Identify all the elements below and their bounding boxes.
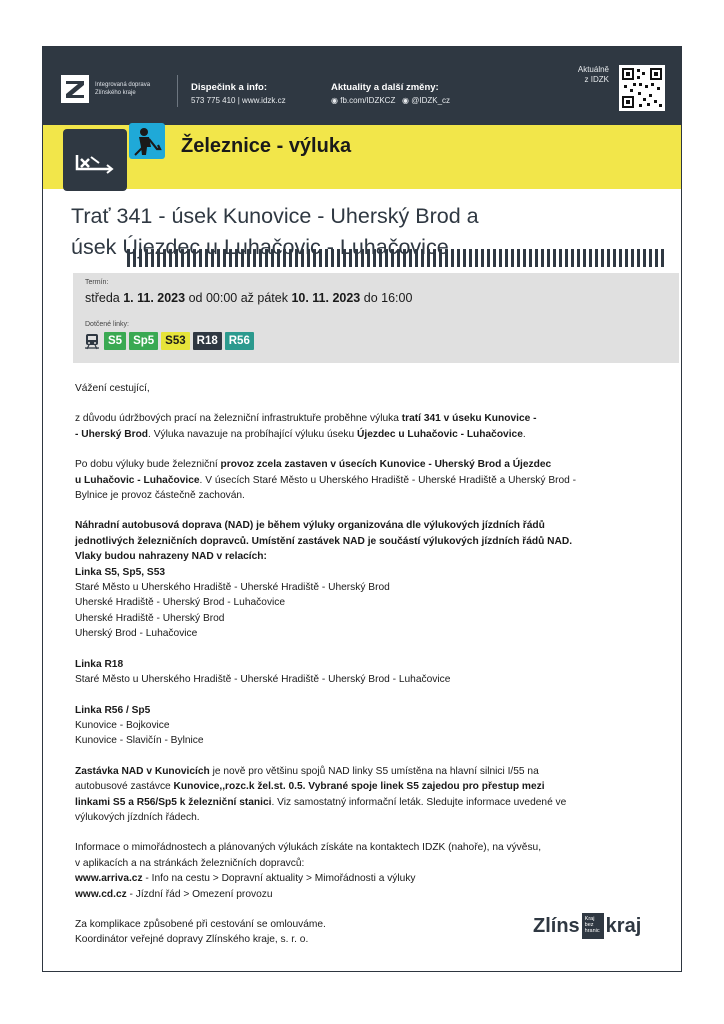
dispatch-web-link[interactable]: www.idzk.cz — [242, 96, 286, 105]
page-title-line-1: Trať 341 - úsek Kunovice - Uherský Brod a — [71, 204, 479, 228]
instagram-icon: ◉ — [402, 96, 409, 105]
notice-body — [75, 381, 665, 948]
p2-text-d: . V úsecích Staré Město u Uherského Hradiště - Uherské Hradiště a Uherský Brod - — [199, 474, 577, 486]
facebook-link[interactable]: fb.com/IDZKCZ — [340, 96, 396, 105]
paragraph-3 — [75, 518, 665, 641]
p5-line-1: Informace o mimořádnostech a plánovaných výlukách získáte na kontaktech IDZK (nahoře), na vývěsu, — [75, 842, 542, 854]
construction-worker-icon — [129, 123, 165, 159]
term-to-time: do 16:00 — [360, 291, 413, 305]
qr-code[interactable] — [619, 65, 665, 111]
dispatch-contact — [191, 81, 286, 107]
p5-line-2: v aplikacích a na stránkách železničních dopravců: — [75, 857, 305, 869]
p1-bold-c: - Uherský Brod — [75, 428, 149, 440]
updates-label-line-2: z IDZK — [584, 75, 609, 84]
zlin-logo-right: kraj — [605, 914, 642, 937]
dispatch-phone[interactable]: 573 775 410 — [191, 96, 236, 105]
line-badge-r56: R56 — [225, 332, 254, 350]
zlin-logo-box — [582, 913, 604, 939]
paragraph-2 — [75, 457, 665, 503]
logo-caption-line-1: Integrovaná doprava — [95, 82, 151, 88]
header-bar — [43, 47, 681, 125]
term-from-time: od 00:00 až pátek — [185, 291, 292, 305]
logo-caption — [95, 81, 175, 97]
p2-text-e: Bylnice je provoz částečně zachován. — [75, 490, 245, 502]
paragraph-r56 — [75, 703, 665, 749]
paragraph-r18 — [75, 657, 665, 688]
p4-text-c: autobusové zastávce — [75, 781, 174, 793]
term-value — [85, 291, 412, 305]
zlin-logo-left: Zlíns — [533, 914, 580, 937]
line-s5-route-3: Uherské Hradiště - Uherský Brod — [75, 612, 225, 624]
updates-label-line-1: Aktuálně — [577, 65, 609, 74]
term-from-date: 1. 11. 2023 — [123, 291, 186, 305]
header-divider — [177, 75, 178, 107]
p4-bold-a: Zastávka NAD v Kunovicích — [75, 765, 210, 777]
p4-text-g: výlukových jízdních řádech. — [75, 811, 200, 823]
idzk-logo — [61, 75, 89, 103]
term-box — [73, 273, 679, 363]
line-badge-s53: S53 — [161, 332, 189, 350]
closing-line-2: Koordinátor veřejné dopravy Zlínského kraje, s. r. o. — [75, 934, 309, 946]
zlin-region-logo — [533, 913, 641, 939]
line-badge-r18: R18 — [193, 332, 222, 350]
term-from-day: středa — [85, 291, 124, 305]
p1-bold-b: tratí 341 v úseku Kunovice - — [401, 413, 537, 425]
news-contact — [331, 81, 450, 107]
p4-bold-d: Kunovice,,rozc.k žel.st. 0.5. Vybrané spoje linek S5 zajedou pro přestup mezi — [173, 781, 545, 793]
zlin-logo-box-line-1: Kraj bez — [584, 916, 595, 928]
p1-text-d: . Výluka navazuje na probíhající výluku úseku — [148, 428, 357, 440]
paragraph-1 — [75, 411, 665, 442]
lines-label: Dotčené linky: — [85, 321, 129, 328]
closing-line-1: Za komplikace způsobené při cestování se omlouváme. — [75, 918, 326, 930]
p2-bold-b: provoz zcela zastaven v úsecích Kunovice - Uherský Brod a Újezdec — [220, 459, 552, 471]
affected-lines — [83, 331, 254, 351]
line-badge-sp5: Sp5 — [129, 332, 158, 350]
line-r18-route-1: Staré Město u Uherského Hradiště - Uherské Hradiště - Uherský Brod - Luhačovice — [75, 674, 451, 686]
greeting: Vážení cestující, — [75, 383, 150, 394]
arriva-path: - Info na cestu > Dopravní aktuality > Mimořádnosti a výluky — [142, 873, 416, 885]
line-r56-title: Linka R56 / Sp5 — [75, 704, 151, 716]
p3-line-3: Vlaky budou nahrazeny NAD v relacích: — [75, 551, 267, 563]
line-s5-title: Linka S5, Sp5, S53 — [75, 566, 166, 578]
p1-bold-e: Újezdec u Luhačovic - Luhačovice — [357, 428, 523, 440]
page-title-line-2: úsek Újezdec u Luhačovic - Luhačovice — [71, 235, 449, 259]
dispatch-separator: | — [237, 96, 240, 105]
logo-caption-line-2: Zlínského kraje — [95, 90, 136, 96]
p4-text-b: je nově pro většinu spojů NAD linky S5 umístěna na hlavní silnici I/55 na — [209, 765, 539, 777]
instagram-link[interactable]: @IDZK_cz — [411, 96, 451, 105]
line-r18-title: Linka R18 — [75, 658, 124, 670]
news-title: Aktuality a další změny: — [331, 82, 439, 93]
line-s5-route-1: Staré Město u Uherského Hradiště - Uherské Hradiště - Uherský Brod — [75, 582, 390, 594]
line-s5-route-2: Uherské Hradiště - Uherský Brod - Luhačovice — [75, 597, 286, 609]
page-title — [71, 201, 661, 263]
term-to-date: 10. 11. 2023 — [291, 291, 361, 305]
arriva-link[interactable]: www.arriva.cz — [75, 873, 143, 885]
p4-bold-e: linkami S5 a R56/Sp5 k železniční stanici — [75, 796, 272, 808]
dispatch-title: Dispečink a info: — [191, 82, 268, 93]
p3-line-2: jednotlivých železničních dopravců. Umístění zastávek NAD je součástí výlukových jízdních řádů NAD. — [75, 535, 573, 547]
p4-text-f: . Viz samostatný informační leták. Sledujte informace uvedené ve — [271, 796, 567, 808]
banner-title: Železnice - výluka — [181, 135, 352, 157]
p1-text-f: . — [522, 428, 526, 440]
line-badge-s5: S5 — [104, 332, 126, 350]
cd-path: - Jízdní řád > Omezení provozu — [126, 888, 273, 900]
paragraph-5 — [75, 840, 665, 902]
p3-line-1: Náhradní autobusová doprava (NAD) je během výluky organizována dle výlukových jízdních řádů — [75, 520, 545, 532]
line-s5-route-4: Uherský Brod - Luhačovice — [75, 628, 198, 640]
paragraph-4 — [75, 764, 665, 826]
p1-text-a: z důvodu údržbových prací na železniční infrastruktuře proběhne výluka — [75, 413, 402, 425]
line-r56-route-2: Kunovice - Slavičín - Bylnice — [75, 735, 204, 747]
cd-link[interactable]: www.cd.cz — [75, 888, 127, 900]
p2-bold-c: u Luhačovic - Luhačovice — [75, 474, 200, 486]
zlin-logo-box-line-2: hranic — [584, 928, 600, 934]
p2-text-a: Po dobu výluky bude železniční — [75, 459, 221, 471]
facebook-icon: ◉ — [331, 96, 338, 105]
rail-closure-icon — [63, 129, 127, 191]
train-icon — [83, 332, 101, 350]
updates-label — [578, 65, 609, 85]
term-label: Termín: — [85, 279, 109, 286]
notice-sheet — [42, 46, 682, 972]
line-r56-route-1: Kunovice - Bojkovice — [75, 719, 170, 731]
